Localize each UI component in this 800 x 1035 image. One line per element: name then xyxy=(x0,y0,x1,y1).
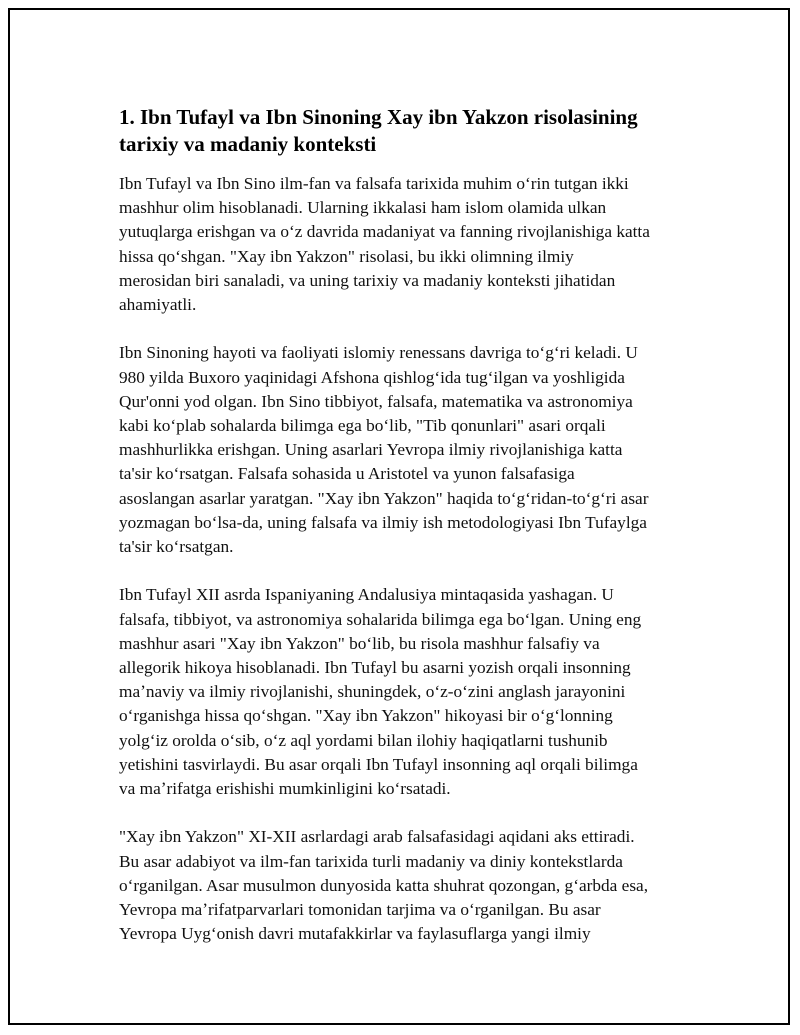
text-line: mashhur asari "Xay ibn Yakzon" boʻlib, bu risola mashhur falsafiy va xyxy=(119,633,600,653)
heading-line: tarixiy va madaniy konteksti xyxy=(119,132,377,156)
page-frame xyxy=(8,8,790,1025)
text-line: oʻrganilgan. Asar musulmon dunyosida katta shuhrat qozongan, gʻarbda esa, xyxy=(119,875,649,895)
text-line: ta'sir koʻrsatgan. xyxy=(119,537,234,557)
text-line: merosidan biri sanaladi, va uning tarixiy va madaniy konteksti jihatidan xyxy=(119,270,616,290)
text-line: Yevropa Uygʻonish davri mutafakkirlar va faylasuflarga yangi ilmiy xyxy=(119,924,591,944)
text-line: 980 yilda Buxoro yaqinidagi Afshona qishlogʻida tugʻilgan va yoshligida xyxy=(119,367,625,387)
text-line: yutuqlarga erishgan va oʻz davrida madaniyat va fanning rivojlanishiga katta xyxy=(119,222,650,242)
text-line: mashhur olim hisoblanadi. Ularning ikkalasi ham islom olamida ulkan xyxy=(119,198,607,218)
text-line: Qur'onni yod olgan. Ibn Sino tibbiyot, falsafa, matematika va astronomiya xyxy=(119,391,633,411)
text-line: Yevropa maʼrifatparvarlari tomonidan tarjima va oʻrganilgan. Bu asar xyxy=(119,900,601,920)
text-line: ahamiyatli. xyxy=(119,295,197,315)
text-line: ta'sir koʻrsatgan. Falsafa sohasida u Aristotel va yunon falsafasiga xyxy=(119,464,575,484)
document-body xyxy=(119,104,694,971)
text-line: mashhurlikka erishgan. Uning asarlari Yevropa ilmiy rivojlanishiga katta xyxy=(119,440,623,460)
text-line: "Xay ibn Yakzon" XI-XII asrlardagi arab falsafasidagi aqidani aks ettiradi. xyxy=(119,827,635,847)
text-line: yolgʻiz orolda oʻsib, oʻz aql yordami bilan ilohiy haqiqatlarni tushunib xyxy=(119,730,608,750)
text-line: maʼnaviy va ilmiy rivojlanishi, shuningdek, oʻz-oʻzini anglash jarayonini xyxy=(119,682,626,702)
text-line: allegorik hikoya hisoblanadi. Ibn Tufayl bu asarni yozish orqali insonning xyxy=(119,658,631,678)
paragraph-3 xyxy=(119,583,694,801)
text-line: yetishini tasvirlaydi. Bu asar orqali Ibn Tufayl insonning aql orqali bilimga xyxy=(119,754,638,774)
text-line: yozmagan boʻlsa-da, uning falsafa va ilmiy ish metodologiyasi Ibn Tufaylga xyxy=(119,512,647,532)
paragraph-2 xyxy=(119,341,694,559)
text-line: Bu asar adabiyot va ilm-fan tarixida turli madaniy va diniy kontekstlarda xyxy=(119,851,623,871)
heading-line: 1. Ibn Tufayl va Ibn Sinoning Xay ibn Yakzon risolasining xyxy=(119,105,638,129)
text-line: Ibn Tufayl va Ibn Sino ilm-fan va falsafa tarixida muhim oʻrin tutgan ikki xyxy=(119,174,629,193)
text-line: falsafa, tibbiyot, va astronomiya sohalarida bilimga ega boʻlgan. Uning eng xyxy=(119,609,642,629)
text-line: oʻrganishga hissa qoʻshgan. "Xay ibn Yakzon" hikoyasi bir oʻgʻlonning xyxy=(119,706,613,726)
text-line: Ibn Sinoning hayoti va faoliyati islomiy renessans davriga toʻgʻri keladi. U xyxy=(119,343,638,363)
paragraph-1 xyxy=(119,172,694,317)
text-line: hissa qoʻshgan. "Xay ibn Yakzon" risolasi, bu ikki olimning ilmiy xyxy=(119,246,574,266)
text-line: va maʼrifatga erishishi mumkinligini koʻrsatadi. xyxy=(119,779,451,799)
text-line: Ibn Tufayl XII asrda Ispaniyaning Andalusiya mintaqasida yashagan. U xyxy=(119,585,614,605)
text-line: kabi koʻplab sohalarda bilimga ega boʻlib, "Tib qonunlari" asari orqali xyxy=(119,416,606,436)
paragraph-4 xyxy=(119,825,694,946)
text-line: asoslangan asarlar yaratgan. "Xay ibn Yakzon" haqida toʻgʻridan-toʻgʻri asar xyxy=(119,488,649,508)
section-heading xyxy=(119,104,694,158)
